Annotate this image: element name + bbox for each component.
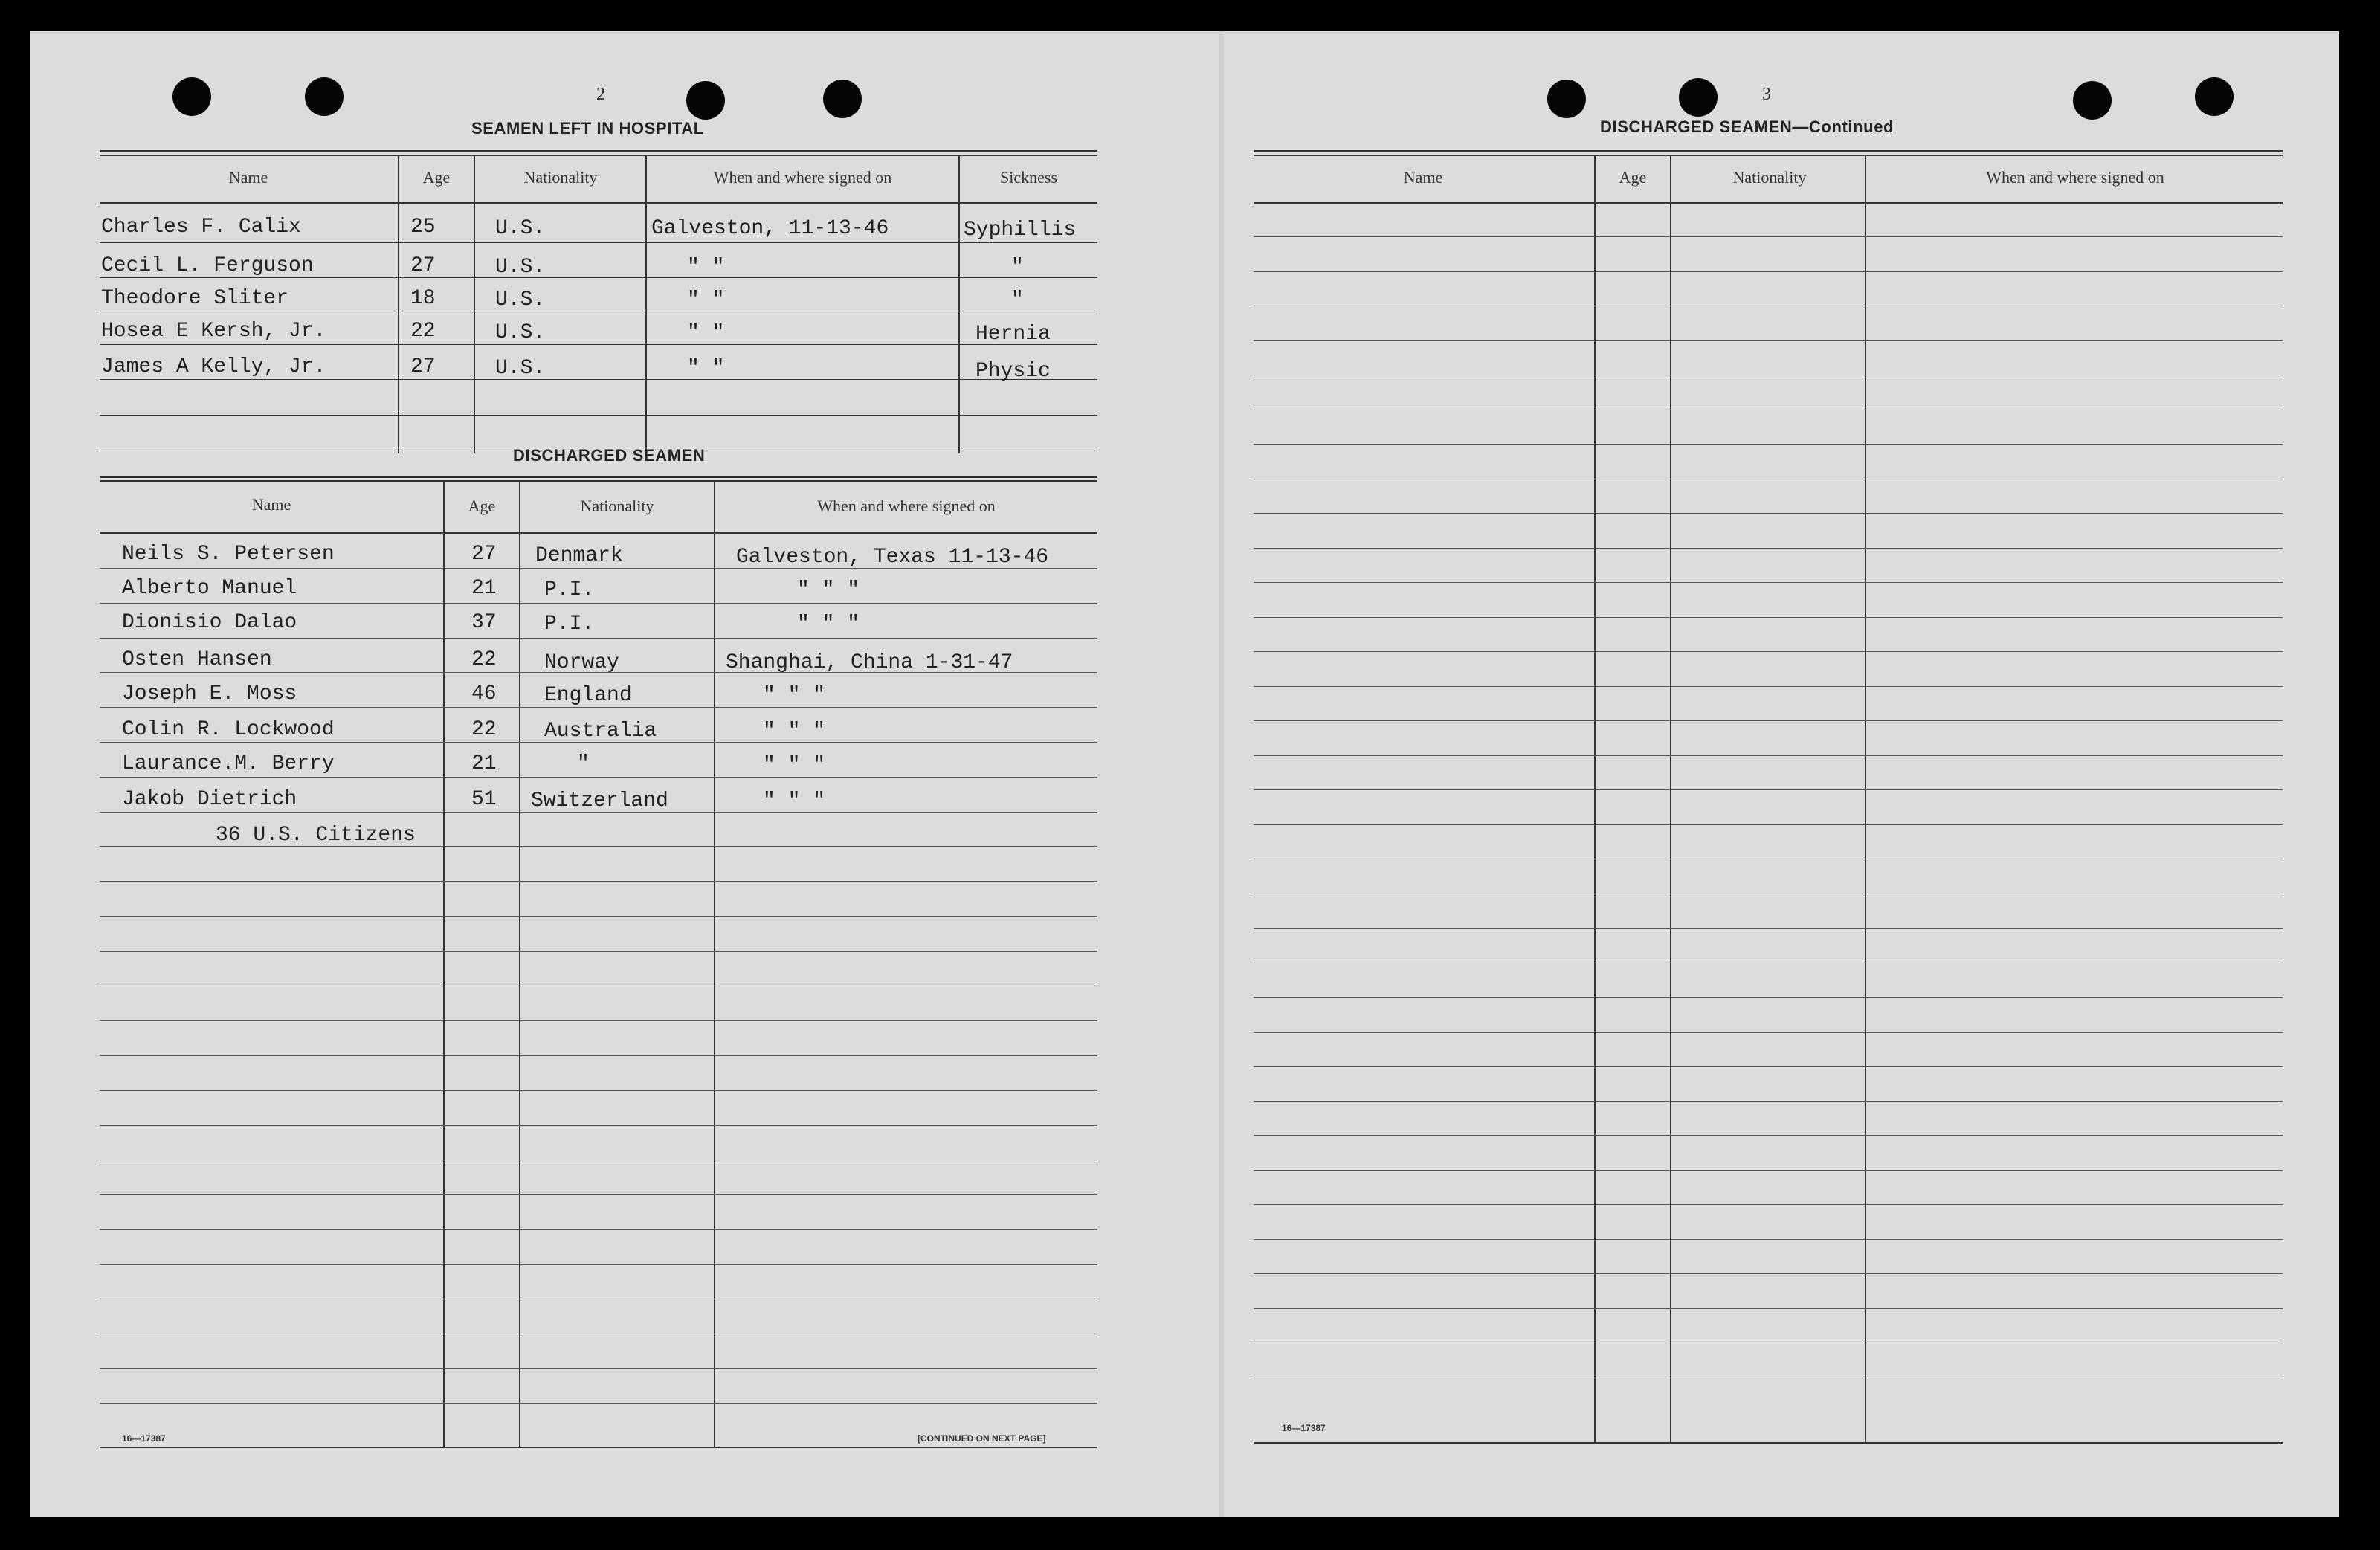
row-line bbox=[1254, 444, 2283, 445]
page-fold bbox=[1219, 31, 1224, 1517]
row-line bbox=[1254, 1239, 2283, 1240]
col-header-nationality: Nationality bbox=[580, 497, 654, 515]
row-line bbox=[1254, 582, 2283, 583]
divider bbox=[1254, 150, 2283, 152]
seaman-name: Colin R. Lockwood bbox=[122, 718, 335, 741]
seaman-nationality: Switzerland bbox=[531, 789, 668, 813]
row-line bbox=[100, 777, 1097, 778]
row-line bbox=[1254, 340, 2283, 341]
column-line bbox=[645, 156, 647, 453]
seaman-signed-on: " " " bbox=[763, 789, 826, 813]
column-line bbox=[519, 482, 520, 1448]
row-line bbox=[1254, 548, 2283, 549]
row-line bbox=[100, 1229, 1097, 1230]
discharged-continued-title-text: DISCHARGED SEAMEN—Continued bbox=[1600, 117, 1894, 136]
seaman-sickness: Physic bbox=[975, 360, 1051, 383]
seaman-sickness: " bbox=[1011, 256, 1024, 279]
row-line bbox=[100, 638, 1097, 639]
row-line bbox=[1254, 1101, 2283, 1102]
seaman-age: 37 bbox=[471, 611, 497, 634]
col-header-sickness: Sickness bbox=[1000, 168, 1057, 187]
seaman-signed-on: " " " bbox=[763, 684, 826, 707]
row-line bbox=[1254, 997, 2283, 998]
row-line bbox=[100, 603, 1097, 604]
col-header-nationality: Nationality bbox=[1732, 168, 1807, 187]
column-line bbox=[958, 156, 960, 453]
seaman-nationality: Norway bbox=[544, 651, 619, 674]
col-header-signed-on: When and where signed on bbox=[713, 168, 892, 187]
seaman-nationality: England bbox=[544, 684, 632, 707]
row-line bbox=[100, 881, 1097, 882]
punch-hole bbox=[686, 81, 725, 120]
seaman-name: Charles F. Calix bbox=[101, 216, 301, 239]
seaman-nationality: Denmark bbox=[535, 544, 623, 567]
row-line bbox=[1254, 617, 2283, 618]
row-line bbox=[100, 379, 1097, 380]
seaman-signed-on: " " bbox=[687, 321, 725, 344]
row-line bbox=[100, 1090, 1097, 1091]
seaman-nationality: U.S. bbox=[495, 357, 546, 380]
seaman-signed-on: " " " bbox=[797, 578, 860, 601]
seaman-age: 25 bbox=[410, 216, 436, 239]
row-line bbox=[100, 1020, 1097, 1021]
seaman-sickness: Hernia bbox=[975, 323, 1051, 346]
divider bbox=[100, 150, 1097, 152]
seaman-sickness: Syphillis bbox=[964, 219, 1077, 242]
seaman-signed-on: " " " bbox=[763, 754, 826, 777]
seaman-signed-on: " " " bbox=[763, 720, 826, 743]
col-header-name: Name bbox=[228, 168, 268, 187]
seaman-name: Cecil L. Ferguson bbox=[101, 254, 314, 277]
column-line bbox=[474, 156, 475, 453]
seaman-name: Neils S. Petersen bbox=[122, 543, 335, 566]
row-line bbox=[1254, 651, 2283, 652]
row-line bbox=[1254, 1273, 2283, 1274]
row-line bbox=[100, 951, 1097, 952]
seaman-sickness: " bbox=[1011, 288, 1024, 311]
divider bbox=[100, 155, 1097, 156]
seaman-age: 21 bbox=[471, 752, 497, 775]
continued-note: [CONTINUED ON NEXT PAGE] bbox=[918, 1433, 1046, 1444]
seaman-age: 46 bbox=[471, 682, 497, 705]
row-line bbox=[1254, 789, 2283, 790]
seaman-signed-on: Galveston, Texas 11-13-46 bbox=[736, 546, 1049, 569]
seaman-age: 22 bbox=[410, 320, 436, 343]
divider bbox=[100, 1447, 1097, 1448]
row-line bbox=[100, 916, 1097, 917]
row-line bbox=[1254, 1204, 2283, 1205]
seaman-age: 27 bbox=[410, 355, 436, 378]
seaman-nationality: " bbox=[577, 752, 590, 775]
seaman-signed-on: " " bbox=[687, 256, 725, 279]
seaman-nationality: U.S. bbox=[495, 217, 546, 240]
divider bbox=[1254, 155, 2283, 156]
divider bbox=[1254, 202, 2283, 204]
punch-hole bbox=[1679, 78, 1718, 117]
row-line bbox=[1254, 513, 2283, 514]
seaman-name: Osten Hansen bbox=[122, 648, 272, 671]
punch-hole bbox=[823, 80, 862, 118]
seaman-name: Theodore Sliter bbox=[101, 287, 289, 310]
form-number: 16—17387 bbox=[1282, 1423, 1326, 1433]
seaman-name: Dionisio Dalao bbox=[122, 611, 297, 634]
row-line bbox=[100, 1264, 1097, 1265]
seaman-name: Jakob Dietrich bbox=[122, 788, 297, 811]
hospital-section-title: SEAMEN LEFT IN HOSPITAL bbox=[471, 119, 704, 138]
col-header-age: Age bbox=[1619, 168, 1647, 187]
citizens-note: 36 U.S. Citizens bbox=[216, 824, 416, 847]
divider bbox=[100, 476, 1097, 478]
row-line bbox=[1254, 824, 2283, 825]
row-line bbox=[100, 1055, 1097, 1056]
col-header-nationality: Nationality bbox=[523, 168, 598, 187]
seaman-age: 21 bbox=[471, 577, 497, 600]
punch-hole bbox=[2073, 81, 2112, 120]
row-line bbox=[100, 344, 1097, 345]
divider bbox=[1254, 1442, 2283, 1444]
row-line bbox=[100, 707, 1097, 708]
column-line bbox=[398, 156, 399, 453]
row-line bbox=[100, 1194, 1097, 1195]
row-line bbox=[1254, 236, 2283, 237]
row-line bbox=[100, 1403, 1097, 1404]
row-line bbox=[100, 242, 1097, 243]
column-line bbox=[443, 482, 445, 1448]
col-header-signed-on: When and where signed on bbox=[817, 497, 996, 515]
punch-hole bbox=[1547, 80, 1586, 118]
row-line bbox=[1254, 928, 2283, 929]
row-line bbox=[1254, 686, 2283, 687]
seaman-age: 51 bbox=[471, 788, 497, 811]
row-line bbox=[100, 1368, 1097, 1369]
seaman-signed-on: " " bbox=[687, 357, 725, 380]
seaman-signed-on: Galveston, 11-13-46 bbox=[651, 217, 889, 240]
form-number: 16—17387 bbox=[122, 1433, 166, 1444]
document-sheet bbox=[30, 31, 2339, 1517]
col-header-name: Name bbox=[251, 495, 291, 514]
seaman-name: Laurance.M. Berry bbox=[122, 752, 335, 775]
row-line bbox=[100, 277, 1097, 278]
seaman-nationality: P.I. bbox=[544, 578, 595, 601]
column-line bbox=[1594, 156, 1596, 1444]
row-line bbox=[100, 1125, 1097, 1126]
punch-hole bbox=[305, 77, 344, 116]
divider bbox=[100, 480, 1097, 482]
row-line bbox=[1254, 1135, 2283, 1136]
seaman-age: 22 bbox=[471, 718, 497, 741]
seaman-nationality: U.S. bbox=[495, 321, 546, 344]
col-header-signed-on: When and where signed on bbox=[1986, 168, 2164, 187]
row-line bbox=[100, 415, 1097, 416]
column-line bbox=[1670, 156, 1671, 1444]
seaman-name: Hosea E Kersh, Jr. bbox=[101, 320, 326, 343]
seaman-age: 27 bbox=[471, 543, 497, 566]
seaman-nationality: P.I. bbox=[544, 613, 595, 636]
col-header-age: Age bbox=[422, 168, 451, 187]
row-line bbox=[1254, 1170, 2283, 1171]
seaman-signed-on: " " bbox=[687, 288, 725, 311]
page-number-right: 3 bbox=[1762, 85, 1771, 104]
seaman-nationality: U.S. bbox=[495, 256, 546, 279]
seaman-nationality: U.S. bbox=[495, 288, 546, 311]
discharged-section-title: DISCHARGED SEAMEN bbox=[513, 446, 706, 465]
row-line bbox=[1254, 755, 2283, 756]
seaman-name: Alberto Manuel bbox=[122, 577, 297, 600]
divider bbox=[100, 202, 1097, 204]
seaman-signed-on: Shanghai, China 1-31-47 bbox=[726, 651, 1013, 674]
row-line bbox=[1254, 720, 2283, 721]
row-line bbox=[1254, 1308, 2283, 1309]
seaman-signed-on: " " " bbox=[797, 613, 860, 636]
column-line bbox=[1865, 156, 1866, 1444]
row-line bbox=[1254, 271, 2283, 272]
seaman-nationality: Australia bbox=[544, 720, 657, 743]
seaman-age: 22 bbox=[471, 648, 497, 671]
page-number-left: 2 bbox=[596, 85, 605, 104]
row-line bbox=[1254, 1066, 2283, 1067]
seaman-age: 27 bbox=[410, 254, 436, 277]
seaman-name: James A Kelly, Jr. bbox=[101, 355, 326, 378]
punch-hole bbox=[2195, 77, 2234, 116]
col-header-name: Name bbox=[1403, 168, 1443, 187]
column-line bbox=[714, 482, 715, 1448]
row-line bbox=[1254, 1032, 2283, 1033]
seaman-name: Joseph E. Moss bbox=[122, 682, 297, 705]
seaman-age: 18 bbox=[410, 287, 436, 310]
punch-hole bbox=[172, 77, 211, 116]
discharged-continued-title bbox=[1600, 117, 1894, 137]
col-header-age: Age bbox=[468, 497, 496, 515]
divider bbox=[100, 532, 1097, 534]
